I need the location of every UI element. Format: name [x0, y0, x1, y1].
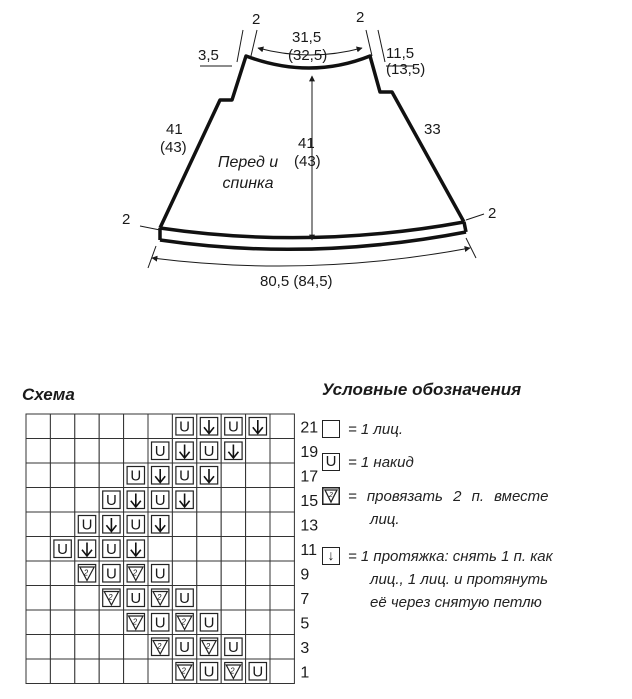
yo-symbol	[148, 610, 172, 635]
chart-cell	[148, 537, 172, 562]
center-height-alt-label: (43)	[294, 153, 321, 170]
svg-text:U: U	[130, 516, 142, 534]
side-left-alt-label: (43)	[160, 139, 187, 156]
row-number: 1	[300, 664, 310, 682]
chart-cell	[99, 635, 123, 660]
svg-text:U: U	[179, 418, 191, 436]
chart-cell	[26, 610, 50, 635]
chart-cell	[26, 488, 50, 513]
row-number: 11	[300, 541, 318, 559]
yo-symbol	[221, 414, 245, 439]
svg-text:U: U	[81, 516, 93, 534]
chart-cell	[99, 439, 123, 464]
chart-cell	[75, 635, 99, 660]
chart-cell	[50, 439, 74, 464]
chart-cell	[99, 414, 123, 439]
yo-symbol	[148, 561, 172, 586]
pass-symbol	[124, 488, 148, 513]
chart-cell	[246, 635, 270, 660]
neck-step-right-label: 2	[356, 9, 365, 26]
svg-text:2: 2	[132, 617, 138, 627]
svg-text:U: U	[203, 614, 215, 632]
yo-symbol	[124, 512, 148, 537]
pass-symbol	[148, 512, 172, 537]
legend-yo-icon: U	[322, 453, 340, 471]
yo-symbol	[197, 439, 221, 464]
chart-cell	[246, 586, 270, 611]
yo-symbol	[50, 537, 74, 562]
k2tog-symbol	[75, 561, 99, 586]
chart-cell	[221, 561, 245, 586]
yo-symbol	[148, 439, 172, 464]
svg-text:2: 2	[132, 568, 138, 578]
yo-symbol	[246, 659, 270, 684]
row-number: 19	[300, 443, 319, 461]
chart-cell	[246, 610, 270, 635]
chart-cell	[26, 561, 50, 586]
k2tog-symbol	[221, 659, 245, 684]
svg-text:U: U	[203, 663, 215, 681]
yo-symbol	[172, 414, 196, 439]
chart-title: Схема	[22, 385, 75, 404]
chart-cell	[50, 610, 74, 635]
svg-text:U: U	[130, 467, 142, 485]
svg-text:2: 2	[156, 592, 162, 602]
row-number: 21	[300, 419, 319, 437]
k2tog-symbol	[197, 635, 221, 660]
chart-cell	[197, 537, 221, 562]
chart-cell	[221, 610, 245, 635]
svg-text:U: U	[105, 491, 117, 509]
k2tog-symbol	[124, 610, 148, 635]
chart-cell	[221, 512, 245, 537]
hem-left-label: 2	[122, 211, 131, 228]
chart-cell	[197, 512, 221, 537]
pass-symbol	[172, 488, 196, 513]
yo-symbol	[99, 537, 123, 562]
side-left-label: 41	[166, 121, 183, 138]
chart-cell	[50, 414, 74, 439]
k2tog-symbol	[124, 561, 148, 586]
legend-blank-icon	[322, 420, 340, 438]
yo-symbol	[172, 635, 196, 660]
svg-text:U: U	[154, 491, 166, 509]
chart-cell	[50, 586, 74, 611]
hem-right-label: 2	[488, 205, 497, 222]
stitch-chart	[0, 405, 319, 695]
top-width-alt-label: (32,5)	[288, 47, 328, 64]
legend-item-pass-line3: её через снятую петлю	[370, 594, 542, 611]
chart-cell	[124, 659, 148, 684]
svg-text:U: U	[227, 418, 239, 436]
chart-cell	[270, 586, 294, 611]
chart-cell	[99, 610, 123, 635]
yo-symbol	[197, 659, 221, 684]
chart-cell	[50, 659, 74, 684]
top-width-label: 31,5	[292, 29, 322, 46]
chart-cell	[26, 439, 50, 464]
chart-cell	[50, 561, 74, 586]
chart-cell	[75, 659, 99, 684]
chart-cell	[50, 512, 74, 537]
svg-text:U: U	[154, 565, 166, 583]
chart-cell	[75, 488, 99, 513]
chart-cell	[26, 586, 50, 611]
chart-cell	[50, 635, 74, 660]
chart-cell	[124, 439, 148, 464]
svg-text:U: U	[179, 467, 191, 485]
chart-cell	[75, 414, 99, 439]
pass-symbol	[172, 439, 196, 464]
yo-symbol	[197, 610, 221, 635]
chart-cell	[197, 586, 221, 611]
legend-item-k2tog: = провязать 2 п. вместе	[348, 488, 549, 505]
k2tog-symbol	[172, 610, 196, 635]
chart-cell	[148, 414, 172, 439]
chart-cell	[26, 635, 50, 660]
svg-text:U: U	[179, 589, 191, 607]
chart-cell	[270, 537, 294, 562]
svg-text:2: 2	[83, 568, 89, 578]
chart-cell	[26, 659, 50, 684]
yo-symbol	[99, 488, 123, 513]
row-number: 7	[300, 590, 310, 608]
chart-cell	[270, 561, 294, 586]
chart-cell	[270, 414, 294, 439]
chart-cell	[246, 561, 270, 586]
pass-symbol	[246, 414, 270, 439]
side-right-label: 33	[424, 121, 441, 138]
chart-cell	[26, 414, 50, 439]
chart-cell	[221, 488, 245, 513]
legend-item-knit: = 1 лиц.	[348, 421, 403, 438]
row-number: 15	[300, 492, 319, 510]
svg-text:U: U	[154, 614, 166, 632]
chart-cell	[172, 512, 196, 537]
row-number: 9	[300, 566, 310, 584]
pass-symbol	[197, 463, 221, 488]
svg-text:2: 2	[205, 641, 211, 651]
pass-symbol	[75, 537, 99, 562]
svg-text:2: 2	[181, 617, 186, 627]
chart-cell	[270, 635, 294, 660]
yo-symbol	[148, 488, 172, 513]
k2tog-symbol	[148, 635, 172, 660]
chart-cell	[26, 463, 50, 488]
k2tog-symbol	[172, 659, 196, 684]
legend-title: Условные обозначения	[322, 380, 522, 399]
svg-text:U: U	[203, 442, 215, 460]
legend-item-yo: = 1 накид	[348, 454, 414, 471]
svg-text:2: 2	[181, 666, 186, 676]
chart-cell	[124, 414, 148, 439]
chart-cell	[172, 561, 196, 586]
chart-cell	[270, 463, 294, 488]
chart-cell	[221, 537, 245, 562]
svg-text:U: U	[130, 589, 142, 607]
shoulder-left-label: 3,5	[198, 47, 219, 64]
pattern-schematic	[0, 0, 632, 330]
chart-cell	[221, 586, 245, 611]
neck-step-label: 2	[252, 11, 261, 28]
chart-cell	[197, 561, 221, 586]
chart-cell	[75, 439, 99, 464]
chart-cell	[197, 488, 221, 513]
chart-cell	[246, 439, 270, 464]
yo-symbol	[124, 463, 148, 488]
pass-symbol	[148, 463, 172, 488]
row-number: 13	[300, 517, 319, 535]
chart-cell	[221, 463, 245, 488]
svg-text:U: U	[57, 540, 69, 558]
chart-cell	[270, 439, 294, 464]
chart-cell	[75, 610, 99, 635]
piece-label: Перед и спинка	[217, 154, 279, 192]
row-number: 3	[300, 639, 310, 657]
chart-cell	[270, 659, 294, 684]
svg-text:U: U	[154, 442, 166, 460]
chart-cell	[246, 463, 270, 488]
yo-symbol	[172, 463, 196, 488]
svg-text:U: U	[105, 540, 117, 558]
svg-text:U: U	[105, 565, 117, 583]
chart-cell	[246, 537, 270, 562]
chart-cell	[75, 586, 99, 611]
yo-symbol	[75, 512, 99, 537]
chart-cell	[246, 512, 270, 537]
shoulder-right-label: 11,5	[386, 45, 415, 62]
yo-symbol	[124, 586, 148, 611]
svg-text:2: 2	[156, 641, 162, 651]
chart-cell	[50, 488, 74, 513]
bottom-width-label: 80,5 (84,5)	[260, 273, 333, 290]
chart-cell	[124, 635, 148, 660]
yo-symbol	[99, 561, 123, 586]
row-number: 17	[300, 468, 319, 486]
shoulder-right-alt-label: (13,5)	[386, 61, 426, 78]
chart-cell	[50, 463, 74, 488]
pass-symbol	[221, 439, 245, 464]
chart-cell	[99, 463, 123, 488]
k2tog-symbol	[99, 586, 123, 611]
chart-cell	[99, 659, 123, 684]
yo-symbol	[172, 586, 196, 611]
chart-cell	[26, 512, 50, 537]
chart-cell	[26, 537, 50, 562]
pass-symbol	[99, 512, 123, 537]
row-number: 5	[300, 615, 310, 633]
center-height-label: 41	[298, 135, 315, 152]
chart-cell	[75, 463, 99, 488]
chart-cell	[246, 488, 270, 513]
svg-text:2: 2	[230, 666, 235, 676]
svg-text:U: U	[227, 638, 239, 656]
legend-item-k2tog-line2: лиц.	[370, 511, 400, 528]
legend-pass-icon: ↓	[322, 547, 340, 565]
legend-k2tog-icon	[322, 487, 340, 505]
legend-item-pass-line2: лиц., 1 лиц. и протянуть	[370, 571, 549, 588]
chart-cell	[270, 512, 294, 537]
legend-item-pass: = 1 протяжка: снять 1 п. как	[348, 548, 553, 565]
svg-text:U: U	[179, 638, 191, 656]
chart-cell	[148, 659, 172, 684]
chart-cell	[270, 488, 294, 513]
pass-symbol	[124, 537, 148, 562]
chart-cell	[270, 610, 294, 635]
yo-symbol	[221, 635, 245, 660]
k2tog-symbol	[148, 586, 172, 611]
pass-symbol	[197, 414, 221, 439]
svg-text:2: 2	[329, 492, 333, 499]
svg-text:U: U	[252, 663, 264, 681]
svg-text:2: 2	[108, 592, 113, 602]
chart-cell	[172, 537, 196, 562]
